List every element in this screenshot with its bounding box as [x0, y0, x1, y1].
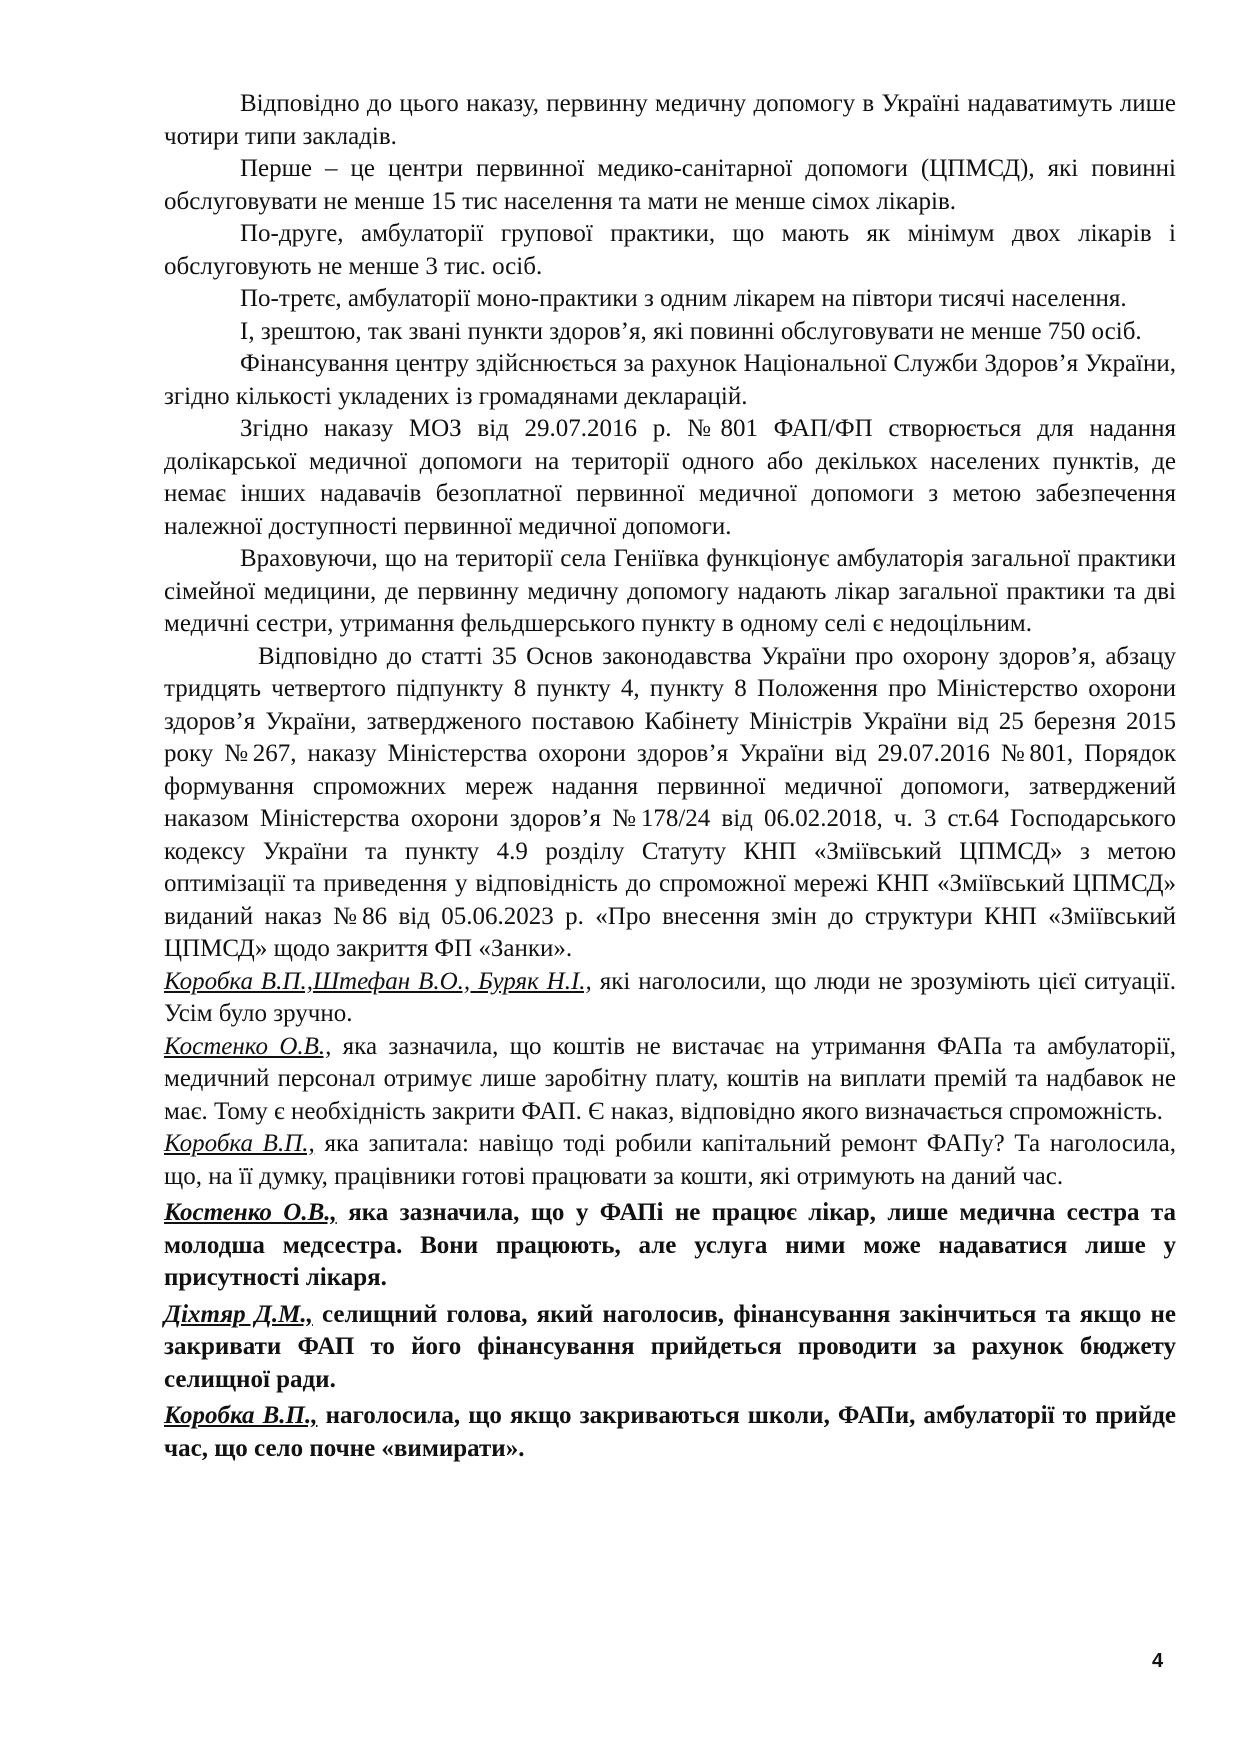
speech-text: яка зазначила, що коштів не вистачає на утримання ФАПа та амбулаторії, медичний персонал отримує лише заробітну плату, коштів на виплати премій та надбавок не має. Тому є необхідність закрити ФАП. Є наказ, відповідно якого визначається спроможність. — [164, 1032, 1176, 1125]
speaker-name: Діхтяр Д.М., — [164, 1300, 313, 1328]
speech-item — [164, 966, 1176, 1031]
speech-item — [164, 1031, 1176, 1129]
paragraph-considering: Враховуючи, що на території села Геніївка функціонує амбулаторія загальної практики сімейної медицини, де первинну медичну допомогу надають лікар загальної практики та дві медичні сестри, утримання фельдшерського пункту в одному селі є недоцільним. — [164, 545, 1176, 637]
speaker-name: Костенко О.В., — [164, 1032, 332, 1060]
speaker-name: Коробка В.П.,Штефан В.О., Буряк Н.І., — [164, 967, 592, 995]
page-number: 4 — [1152, 1650, 1164, 1672]
paragraph-moz-order: Згідно наказу МОЗ від 29.07.2016 р. №801 ФАП/ФП створюється для надання долікарської медичної допомоги на території одного або декількох населених пунктів, де немає інших надавачів безоплатної первинної медичної допомоги з метою забезпечення належної доступності первинної медичної допомоги. — [164, 415, 1176, 540]
paragraph-second-type: По-друге, амбулаторії групової практики, що мають як мінімум двох лікарів і обслуговують не менше 3 тис. осіб. — [164, 220, 1176, 280]
speech-text: які наголосили, що люди не зрозуміють цієї ситуації. Усім було зручно. — [164, 967, 1176, 1027]
speech-text: яка зазначила, що у ФАПі не працює лікар, лише медична сестра та молодша медсестра. Вони працюють, але услуга ними може надаватися лише у присутності лікаря. — [164, 1199, 1176, 1291]
paragraph-fourth-type: І, зрештою, так звані пункти здоров’я, які повинні обслуговувати не менше 750 осіб. — [240, 317, 1142, 345]
speaker-name: Костенко О.В., — [164, 1199, 337, 1226]
paragraph-intro: Відповідно до цього наказу, первинну медичну допомогу в Україні надаватимуть лише чотири типи закладів. — [164, 90, 1176, 150]
speaker-name: Коробка В.П., — [164, 1402, 318, 1429]
speech-text: селищний голова, який наголосив, фінансування закінчиться та якщо не закривати ФАП то його фінансування прийдеться проводити за рахунок бюджету селищної ради. — [164, 1300, 1176, 1393]
paragraph-legal-basis: Відповідно до статті 35 Основ законодавства України про охорону здоров’я, абзацу тридцять четвертого підпункту 8 пункту 4, пункту 8 Положення про Міністерство охорони здоров’я України, затвердженого поставою Кабінету Міністрів України від 25 березня 2015 року №267, наказу Міністерства охорони здоров’я України від 29.07.2016 №801, Порядок формування спроможних мереж надання первинної медичної допомоги, затверджений наказом Міністерства охорони здоров’я №178/24 від 06.02.2018, ч. 3 ст.64 Господарського кодексу України та пункту 4.9 розділу Статуту КНП «Зміївський ЦПМСД» з метою оптимізації та приведення у відповідність до спроможної мережі КНП «Зміївський ЦПМСД» виданий наказ №86 від 05.06.2023 р. «Про внесення змін до структури КНП «Зміївський ЦПМСД» щодо закриття ФП «Занки». — [164, 642, 1176, 962]
speech-item — [164, 1128, 1176, 1193]
speech-item — [164, 1197, 1176, 1295]
speech-text: наголосила, що якщо закриваються школи, ФАПи, амбулаторії то прийде час, що село почне «вимирати». — [164, 1402, 1176, 1462]
paragraph-third-type: По-третє, амбулаторії моно-практики з одним лікарем на півтори тисячі населення. — [240, 285, 1127, 312]
speaker-name: Коробка В.П., — [164, 1130, 315, 1157]
speech-item — [164, 1400, 1176, 1465]
paragraph-first-type: Перше – це центри первинної медико-санітарної допомоги (ЦПМСД), які повинні обслуговувати не менше 15 тис населення та мати не менше сімох лікарів. — [164, 155, 1176, 215]
speech-item — [164, 1299, 1176, 1397]
speech-text: яка запитала: навіщо тоді робили капітальний ремонт ФАПу? Та наголосила, що, на її думку, працівники готові працювати за кошти, які отримують на даний час. — [164, 1130, 1177, 1190]
document-body — [164, 88, 1176, 1465]
paragraph-financing: Фінансування центру здійснюється за рахунок Національної Служби Здоров’я України, згідно кількості укладених із громадянами декларацій. — [164, 350, 1176, 410]
